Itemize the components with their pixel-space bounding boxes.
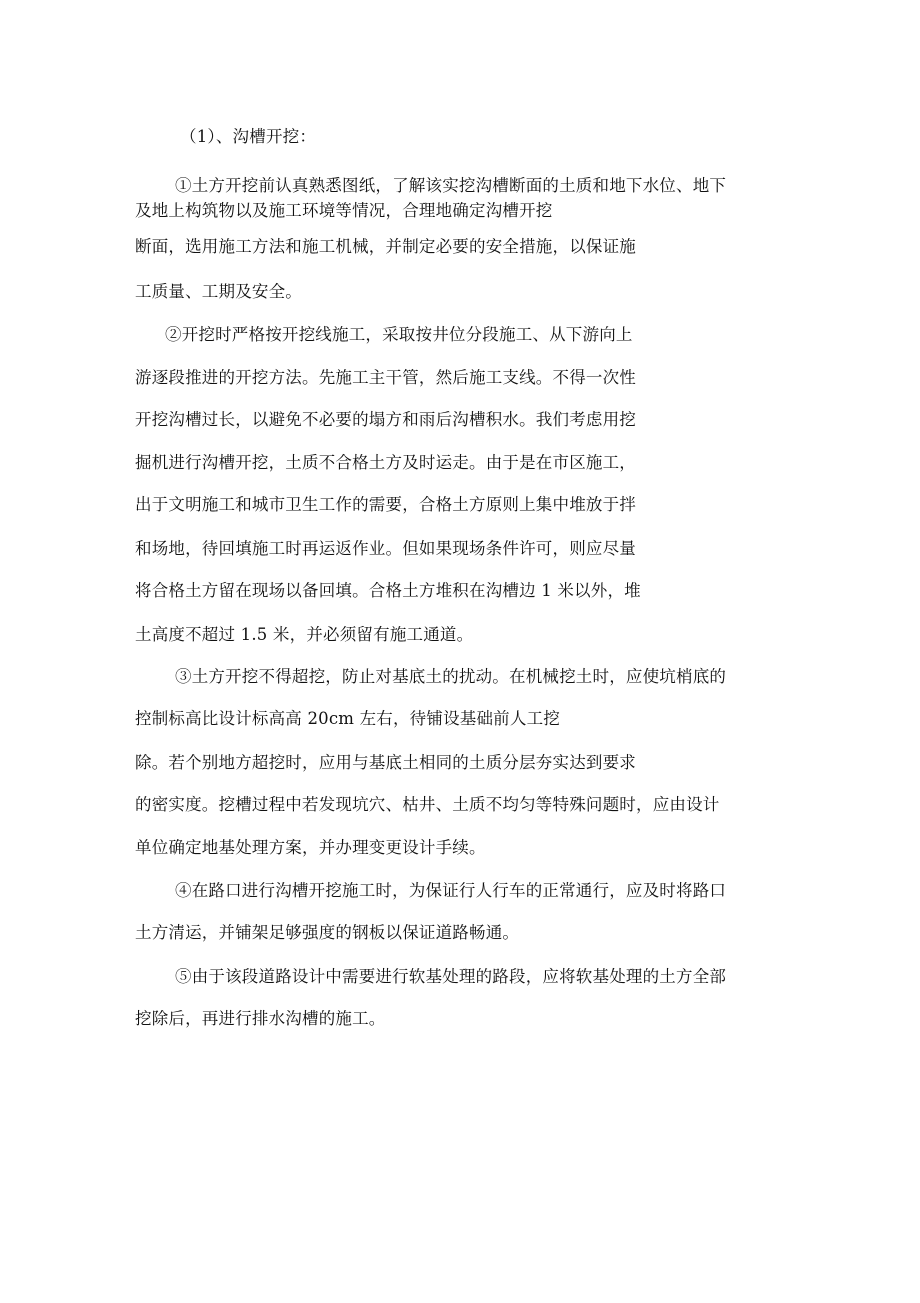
paragraph-1-line-4: 工质量、工期及安全。 [135,282,302,301]
paragraph-1-line-1: ①土方开挖前认真熟悉图纸，了解该实挖沟槽断面的土质和地下水位、地下 [175,176,727,195]
paragraph-2-line-5: 出于文明施工和城市卫生工作的需要，合格土方原则上集中堆放于拌 [135,495,636,514]
paragraph-1-line-2: 及地上构筑物以及施工环境等情况，合理地确定沟槽开挖 [135,201,553,220]
paragraph-2-line-6: 和场地，待回填施工时再运返作业。但如果现场条件许可，则应尽量 [135,539,636,558]
paragraph-3-line-3: 除。若个别地方超挖时，应用与基底土相同的土质分层夯实达到要求 [135,753,636,772]
paragraph-4-line-1: ④在路口进行沟槽开挖施工时，为保证行人行车的正常通行，应及时将路口 [175,881,727,900]
paragraph-2-line-3: 开挖沟槽过长，以避免不必要的塌方和雨后沟槽积水。我们考虑用挖 [135,410,636,429]
paragraph-2-line-2: 游逐段推进的开挖方法。先施工主干管，然后施工支线。不得一次性 [135,368,636,387]
paragraph-5-line-2: 挖除后，再进行排水沟槽的施工。 [135,1009,386,1028]
paragraph-3-line-4: 的密实度。挖槽过程中若发现坑穴、枯井、土质不均匀等特殊问题时，应由设计 [135,795,720,814]
section-heading: （1）、沟槽开挖： [180,127,317,146]
paragraph-1-line-3: 断面，选用施工方法和施工机械，并制定必要的安全措施，以保证施 [135,237,636,256]
paragraph-2-line-1: ②开挖时严格按开挖线施工，采取按井位分段施工、从下游向上 [165,325,633,344]
paragraph-2-line-7: 将合格土方留在现场以备回填。合格土方堆积在沟槽边 1 米以外，堆 [135,581,641,600]
paragraph-3-line-1: ③土方开挖不得超挖，防止对基底土的扰动。在机械挖土时，应使坑梢底的 [175,667,727,686]
paragraph-2-line-8: 土高度不超过 1.5 米，并必须留有施工通道。 [135,625,474,644]
paragraph-4-line-2: 土方清运，并铺架足够强度的钢板以保证道路畅通。 [135,923,520,942]
paragraph-3-line-2: 控制标高比设计标高高 20cm 左右，待铺设基础前人工挖 [135,709,560,728]
paragraph-5-line-1: ⑤由于该段道路设计中需要进行软基处理的路段，应将软基处理的土方全部 [175,967,727,986]
paragraph-3-line-5: 单位确定地基处理方案，并办理变更设计手续。 [135,838,486,857]
paragraph-2-line-4: 掘机进行沟槽开挖，土质不合格土方及时运走。由于是在市区施工， [135,453,636,472]
